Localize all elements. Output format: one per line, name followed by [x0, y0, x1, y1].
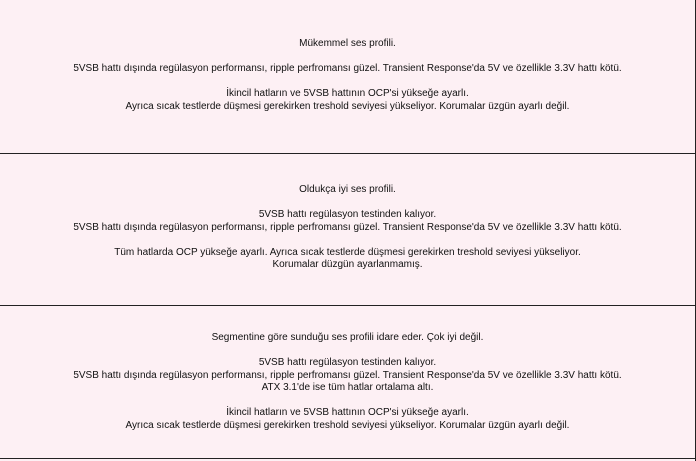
- sound-profile-text: Mükemmel ses profili.: [299, 38, 396, 49]
- protection-text: İkincil hatların ve 5VSB hattının OCP'si yükseğe ayarlı.: [226, 88, 469, 99]
- row-divider: [0, 305, 696, 306]
- regulation-text: 5VSB hattı dışında regülasyon performansı, ripple perfromansı güzel. Transient Response'da 5V ve özellikle 3.3V hattı kötü.: [73, 369, 622, 381]
- protection-text: Tüm hatlarda OCP yükseğe ayarlı. Ayrıca sıcak testlerde düşmesi gerekirken treshold seviyesi yükseliyor.: [114, 246, 581, 258]
- protection-text: Ayrıca sıcak testlerde düşmesi gerekirken treshold seviyesi yükseliyor. Korumalar üzgün ayarlı değil.: [125, 100, 570, 112]
- sound-profile-text: Oldukça iyi ses profili.: [299, 184, 396, 195]
- protection-text: Korumalar düzgün ayarlanmamış.: [272, 259, 423, 270]
- protection-text: İkincil hatların ve 5VSB hattının OCP'si yükseğe ayarlı.: [226, 407, 469, 418]
- sound-profile-text: Segmentine göre sunduğu ses profili idare eder. Çok iyi değil.: [211, 332, 484, 343]
- row-divider: [0, 153, 696, 154]
- row-divider: [0, 458, 696, 459]
- protection-text: Ayrıca sıcak testlerde düşmesi gerekirken treshold seviyesi yükseliyor. Korumalar üzgün ayarlı değil.: [125, 419, 570, 431]
- regulation-text: 5VSB hattı dışında regülasyon performansı, ripple perfromansı güzel. Transient Response'da 5V ve özellikle 3.3V hattı kötü.: [73, 63, 622, 74]
- review-cell-2: [0, 184, 695, 272]
- review-cell-1: [0, 38, 695, 113]
- review-cell-3: [0, 332, 695, 432]
- regulation-text: ATX 3.1'de ise tüm hatlar ortalama altı.: [261, 382, 434, 393]
- regulation-text: 5VSB hattı regülasyon testinden kalıyor.: [258, 209, 437, 220]
- regulation-text: 5VSB hattı regülasyon testinden kalıyor.: [258, 357, 437, 368]
- regulation-text: 5VSB hattı dışında regülasyon performansı, ripple perfromansı güzel. Transient Response'da 5V ve özellikle 3.3V hattı kötü.: [73, 221, 622, 233]
